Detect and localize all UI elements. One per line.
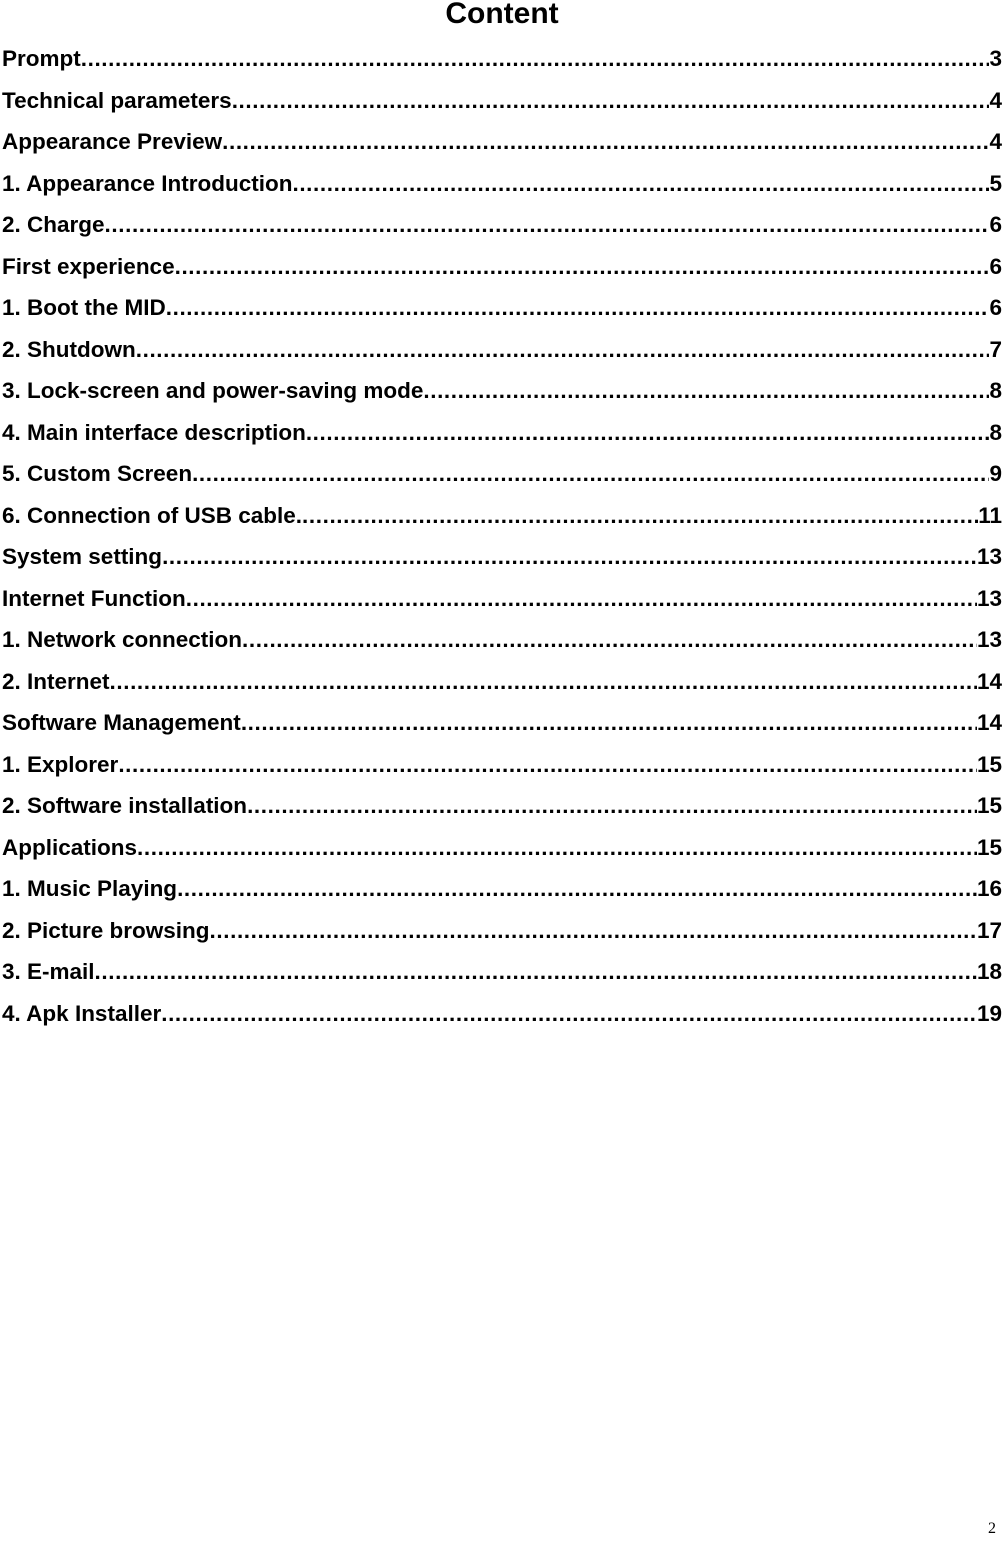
toc-entry-title: 3. E-mail <box>2 959 95 984</box>
toc-entry-page: 7 <box>989 336 1002 362</box>
toc-entry-title: 1. Explorer <box>2 751 119 777</box>
toc-entry-title: 4. Apk Installer <box>2 1000 162 1026</box>
dot-leader <box>292 163 989 205</box>
toc-entry-title: 5. Custom Screen <box>2 461 193 486</box>
toc-entry-appearance-introduction[interactable] <box>2 163 1002 205</box>
dot-leader <box>306 412 990 454</box>
toc-entry-page: 13 <box>976 544 1002 569</box>
dot-leader <box>177 868 977 910</box>
toc-entry-e-mail[interactable] <box>2 951 1002 993</box>
toc-entry-page: 15 <box>976 751 1002 777</box>
dot-leader <box>136 329 990 371</box>
toc-entry-shutdown[interactable] <box>2 329 1002 371</box>
dot-leader <box>302 495 978 537</box>
toc-entry-page: 16 <box>976 876 1002 901</box>
dot-leader <box>241 702 977 744</box>
toc-entry-page: 8 <box>989 378 1002 403</box>
toc-entry-apk-installer[interactable] <box>2 993 1002 1035</box>
toc-entry-internet-function[interactable] <box>2 578 1002 620</box>
toc-entry-lock-screen[interactable] <box>2 370 1002 412</box>
toc-entry-system-setting[interactable] <box>2 536 1002 578</box>
toc-entry-page: 9 <box>989 461 1002 486</box>
toc-entry-explorer[interactable] <box>2 744 1002 786</box>
dot-leader <box>175 246 990 288</box>
toc-entry-title: First experience <box>2 253 175 279</box>
toc-entry-page: 6 <box>989 253 1002 279</box>
toc-entry-title: 1. Boot the MID <box>2 295 166 320</box>
toc-entry-charge[interactable] <box>2 204 1002 246</box>
dot-leader <box>95 951 977 993</box>
toc-entry-page: 15 <box>976 793 1002 818</box>
dot-leader <box>210 910 977 952</box>
dot-leader <box>105 204 990 246</box>
toc-entry-prompt[interactable] <box>2 38 1002 80</box>
toc-entry-title: 2. Software installation <box>2 793 248 818</box>
toc-entry-title: 1. Appearance Introduction <box>2 170 293 196</box>
toc-entry-first-experience[interactable] <box>2 246 1002 288</box>
toc-entry-appearance-preview[interactable] <box>2 121 1002 163</box>
toc-entry-title: System setting <box>2 544 163 569</box>
dot-leader <box>161 993 977 1035</box>
toc-entry-picture-browsing[interactable] <box>2 910 1002 952</box>
toc-entry-title: 6. Connection of USB cable. <box>2 502 303 528</box>
toc-entry-page: 4 <box>989 87 1002 113</box>
toc-entry-page: 14 <box>976 668 1002 694</box>
dot-leader <box>118 744 977 786</box>
toc-entry-main-interface[interactable] <box>2 412 1002 454</box>
toc-entry-page: 11 <box>978 502 1002 528</box>
toc-entry-title: 2. Charge <box>2 212 105 237</box>
page-title: Content <box>445 0 559 30</box>
toc-entry-music-playing[interactable] <box>2 868 1002 910</box>
toc-entry-page: 8 <box>989 419 1002 445</box>
toc-entry-title: Prompt <box>2 46 81 71</box>
toc-entry-page: 3 <box>989 46 1002 71</box>
dot-leader <box>242 619 977 661</box>
toc-entry-page: 19 <box>976 1000 1002 1026</box>
dot-leader <box>186 578 977 620</box>
toc-entry-boot-the-mid[interactable] <box>2 287 1002 329</box>
toc-entry-usb-cable[interactable] <box>2 495 1002 537</box>
toc-entry-title: 2. Picture browsing <box>2 917 210 943</box>
toc-entry-title: 3. Lock-screen and power-saving mode <box>2 378 424 403</box>
toc-entry-applications[interactable] <box>2 827 1002 869</box>
toc-entry-title: Applications <box>2 834 138 860</box>
toc-entry-page: 13 <box>976 585 1002 611</box>
dot-leader <box>110 661 977 703</box>
toc-entry-title: Software Management <box>2 710 241 735</box>
page-number: 2 <box>988 1520 996 1537</box>
toc-entry-title: Technical parameters <box>2 87 232 113</box>
toc-entry-page: 15 <box>976 834 1002 860</box>
toc-entry-page: 4 <box>989 129 1002 154</box>
dot-leader <box>137 827 977 869</box>
toc-entry-title: 2. Shutdown <box>2 336 136 362</box>
toc-entry-software-management[interactable] <box>2 702 1002 744</box>
toc-entry-technical-parameters[interactable] <box>2 80 1002 122</box>
toc-entry-internet[interactable] <box>2 661 1002 703</box>
toc-entry-software-installation[interactable] <box>2 785 1002 827</box>
dot-leader <box>81 38 990 80</box>
dot-leader <box>162 536 977 578</box>
toc-entry-page: 17 <box>976 917 1002 943</box>
dot-leader <box>423 370 989 412</box>
toc-entry-page: 14 <box>976 710 1002 735</box>
dot-leader <box>247 785 977 827</box>
toc-entry-page: 5 <box>989 170 1002 196</box>
toc-entry-page: 13 <box>976 627 1002 652</box>
dot-leader <box>166 287 990 329</box>
toc-entry-page: 18 <box>976 959 1002 984</box>
dot-leader <box>232 80 990 122</box>
dot-leader <box>192 453 989 495</box>
dot-leader <box>222 121 989 163</box>
toc-entry-title: Appearance Preview <box>2 129 223 154</box>
toc-entry-title: 2. Internet <box>2 668 110 694</box>
toc-entry-page: 6 <box>989 212 1002 237</box>
toc-entry-custom-screen[interactable] <box>2 453 1002 495</box>
toc-entry-network-connection[interactable] <box>2 619 1002 661</box>
toc-entry-title: 1. Network connection <box>2 627 243 652</box>
toc-entry-title: 4. Main interface description <box>2 419 306 445</box>
toc-entry-page: 6 <box>989 295 1002 320</box>
table-of-contents <box>2 38 1002 1034</box>
toc-entry-title: 1. Music Playing <box>2 876 178 901</box>
toc-entry-title: Internet Function <box>2 585 186 611</box>
